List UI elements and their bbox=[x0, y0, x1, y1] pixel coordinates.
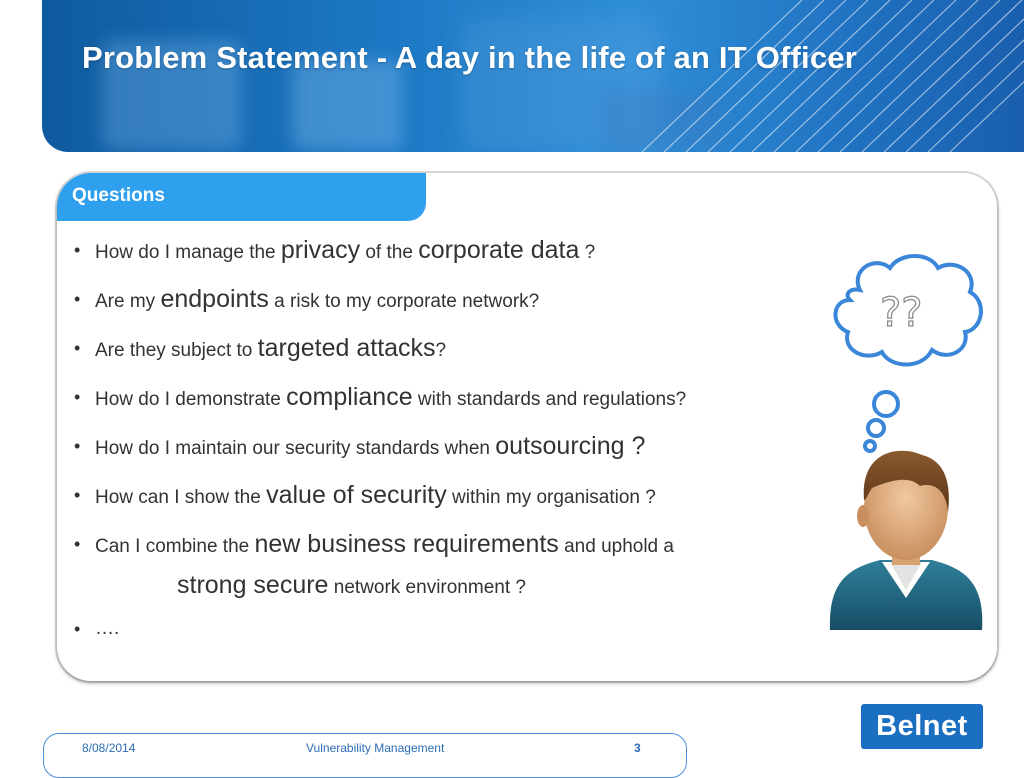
person-figure bbox=[830, 451, 982, 630]
list-item: • How do I manage the privacy of the corporate data ? bbox=[74, 238, 814, 265]
slide-title: Problem Statement - A day in the life of an IT Officer bbox=[82, 40, 858, 75]
list-item: • How can I show the value of security within my organisation ? bbox=[74, 483, 814, 510]
page-number: 3 bbox=[634, 741, 641, 755]
footer-bar bbox=[43, 733, 687, 778]
thought-question-marks: ?? bbox=[880, 290, 923, 336]
header-decorative-lines bbox=[42, 0, 1024, 152]
footer-date: 8/08/2014 bbox=[82, 741, 136, 755]
header-banner bbox=[42, 0, 1024, 152]
list-item: • How do I demonstrate compliance with standards and regulations? bbox=[74, 385, 814, 412]
list-item: • Are they subject to targeted attacks? bbox=[74, 336, 814, 363]
belnet-logo: Belnet bbox=[861, 704, 983, 749]
list-item: • Are my endpoints a risk to my corporate network? bbox=[74, 287, 814, 314]
list-item: • Can I combine the new business requirements and uphold a strong secure network environment ? bbox=[74, 525, 814, 607]
list-item: • …. bbox=[74, 617, 814, 641]
footer-title: Vulnerability Management bbox=[306, 741, 445, 755]
questions-tab-label: Questions bbox=[72, 185, 165, 206]
question-list bbox=[74, 238, 814, 663]
thought-bubble bbox=[835, 256, 980, 451]
list-item: • How do I maintain our security standards when outsourcing ? bbox=[74, 434, 814, 461]
